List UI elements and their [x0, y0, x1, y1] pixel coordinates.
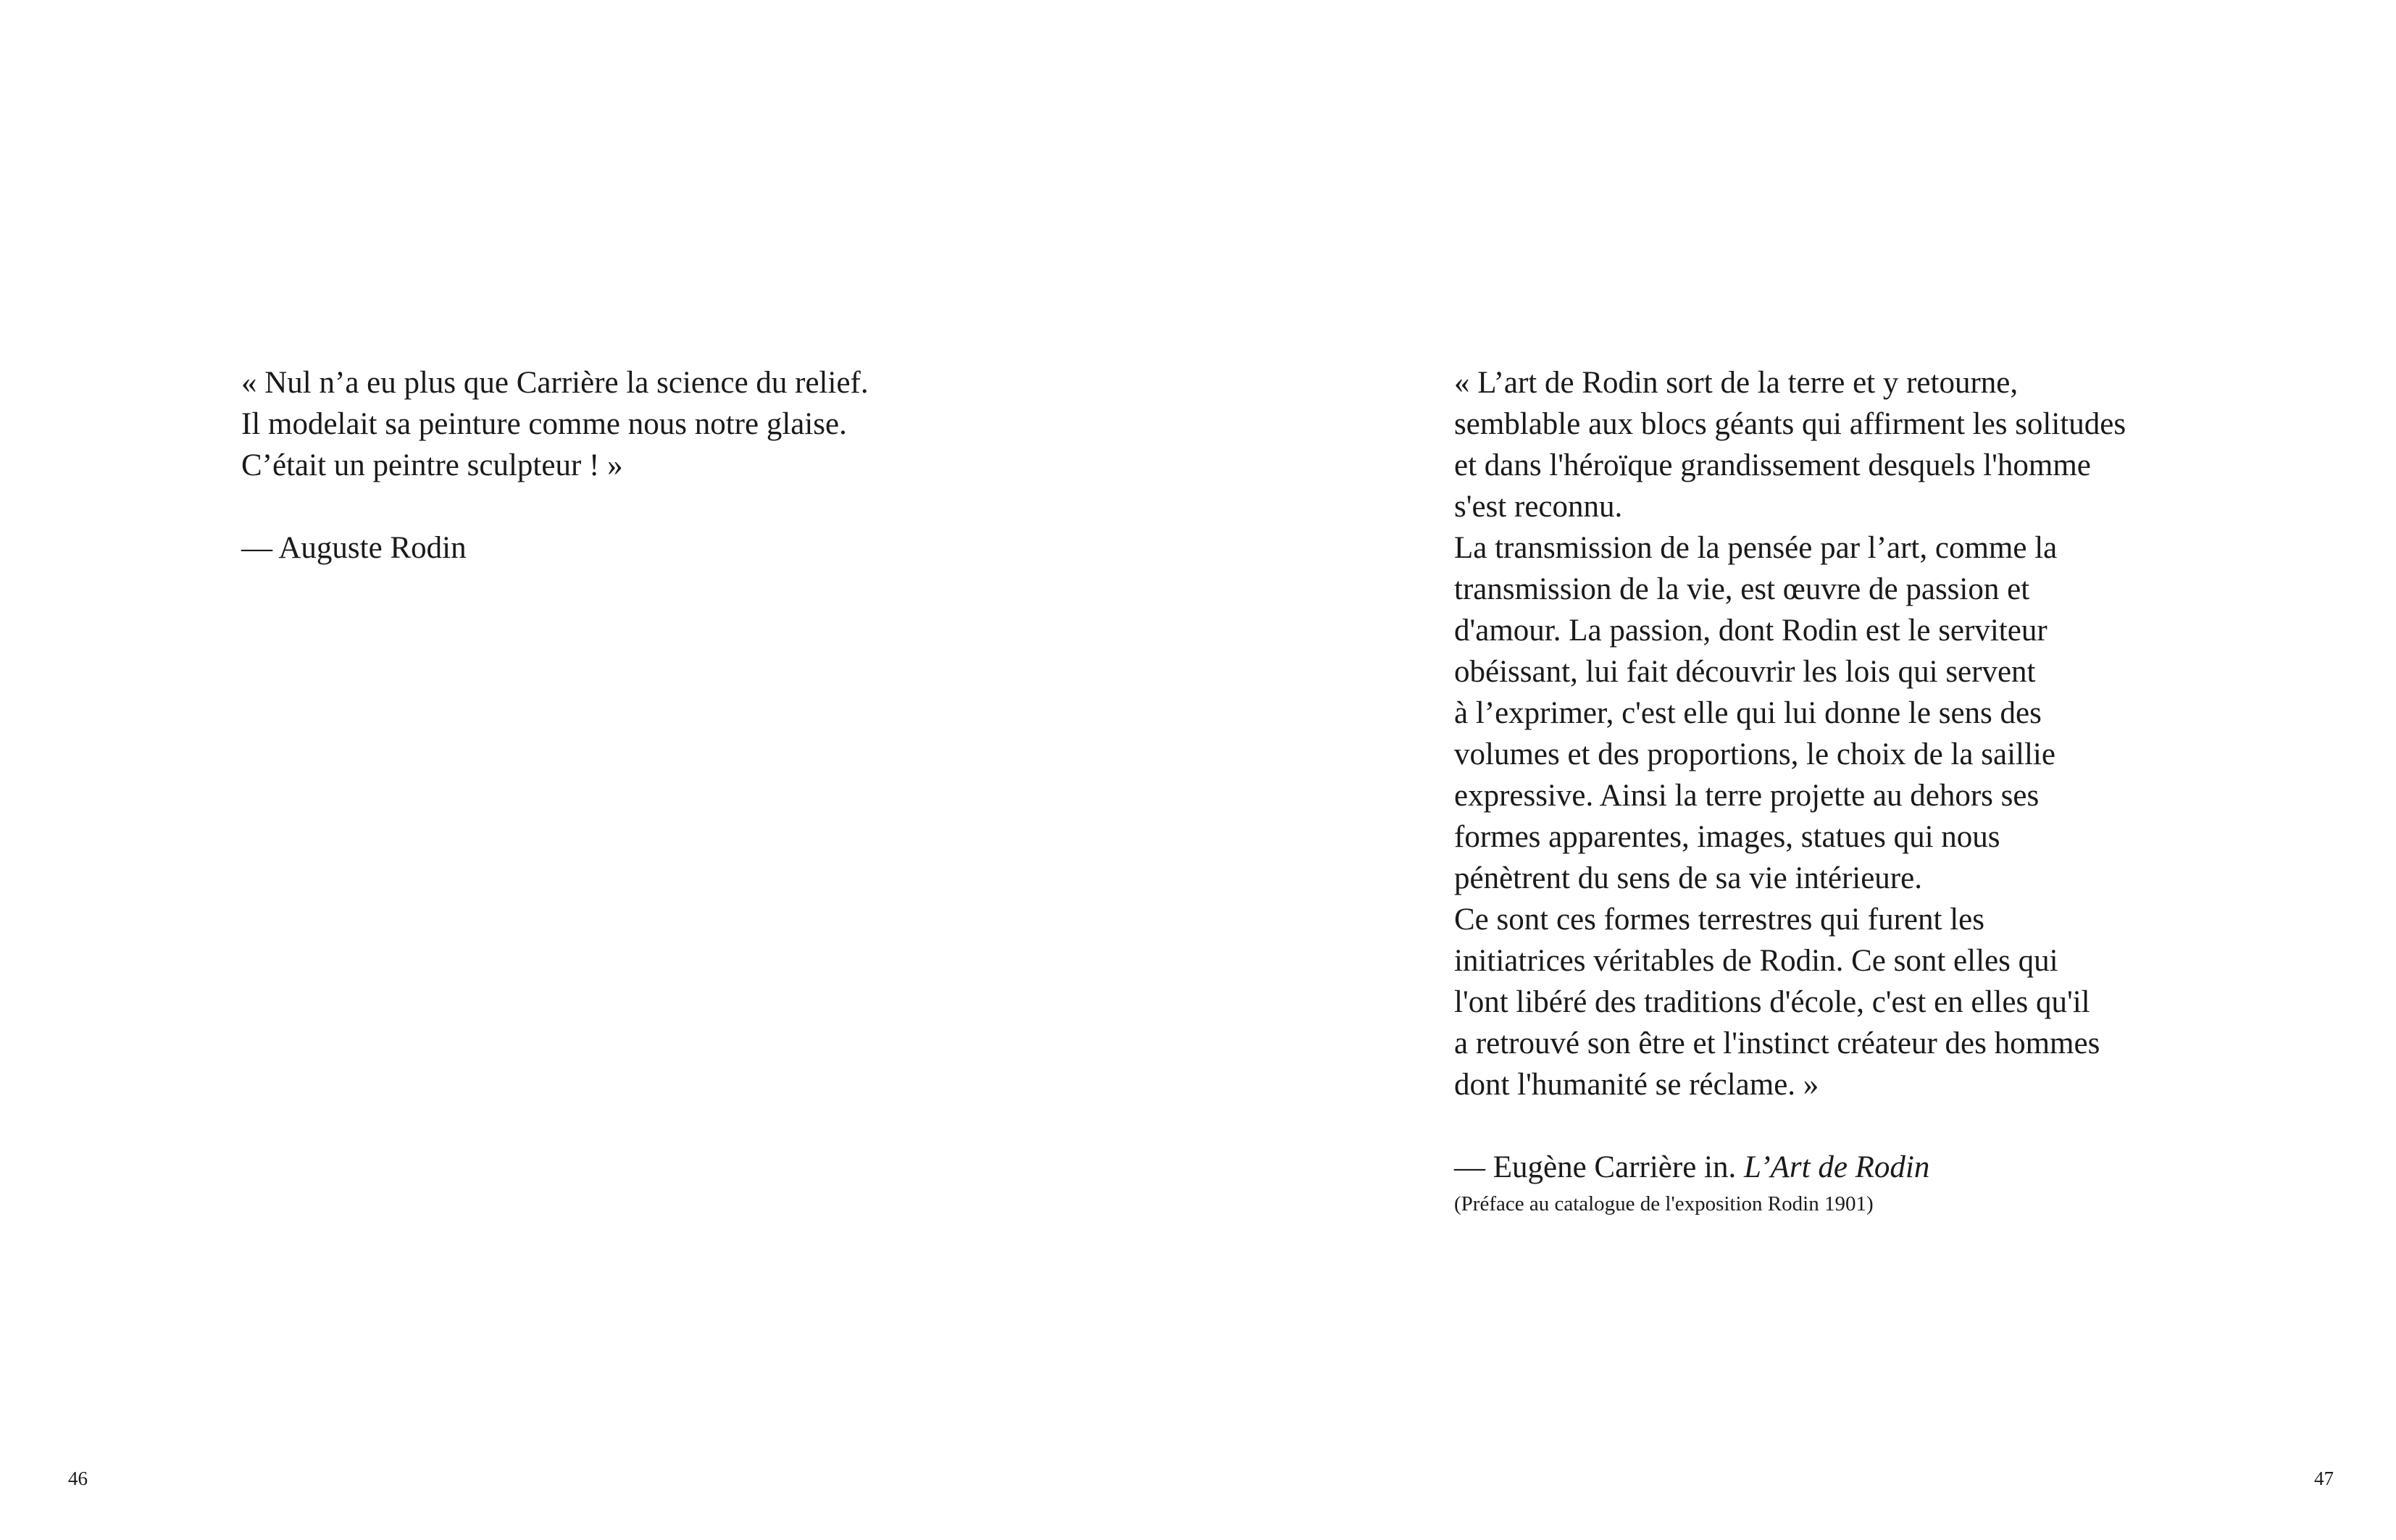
rodin-quote-block — [241, 362, 1111, 569]
quote-line: à l’exprimer, c'est elle qui lui donne le sens des — [1454, 696, 2042, 730]
quote-line: C’était un peintre sculpteur ! » — [241, 448, 623, 482]
attribution-author: — Eugène Carrière in. — [1454, 1150, 1737, 1184]
quote-line: expressive. Ainsi la terre projette au dehors ses — [1454, 779, 2040, 813]
quote-line: pénètrent du sens de sa vie intérieure. — [1454, 861, 1922, 895]
quote-line: obéissant, lui fait découvrir les lois qui servent — [1454, 655, 2036, 689]
right-page — [1198, 0, 2396, 1540]
quote-line: et dans l'héroïque grandissement desquels l'homme — [1454, 448, 2091, 482]
quote-line: formes apparentes, images, statues qui nous — [1454, 820, 2000, 854]
quote-line: dont l'humanité se réclame. » — [1454, 1068, 1819, 1102]
quote-attribution: — Auguste Rodin — [241, 531, 467, 565]
quote-line: a retrouvé son être et l'instinct créateur des hommes — [1454, 1026, 2100, 1060]
page-number-left: 46 — [68, 1468, 88, 1489]
quote-line: « L’art de Rodin sort de la terre et y retourne, — [1454, 366, 2019, 400]
quote-line: initiatrices véritables de Rodin. Ce sont elles qui — [1454, 944, 2058, 978]
quote-line: Ce sont ces formes terrestres qui furent les — [1454, 903, 1984, 937]
quote-line: Il modelait sa peinture comme nous notre glaise. — [241, 407, 847, 441]
quote-line: « Nul n’a eu plus que Carrière la science du relief. — [241, 366, 869, 400]
page-number-right: 47 — [2314, 1468, 2334, 1489]
quote-line: La transmission de la pensée par l’art, comme la — [1454, 531, 2058, 565]
quote-line: semblable aux blocs géants qui affirment les solitudes — [1454, 407, 2126, 441]
paragraph-spacer — [241, 486, 1111, 527]
paragraph-spacer — [1454, 1105, 2324, 1147]
quote-line: l'ont libéré des traditions d'école, c'est en elles qu'il — [1454, 985, 2090, 1019]
carriere-quote-block — [1454, 362, 2324, 1217]
quote-attribution — [1454, 1147, 2324, 1188]
quote-line: s'est reconnu. — [1454, 490, 1623, 524]
source-note: (Préface au catalogue de l'exposition Rodin 1901) — [1454, 1192, 1874, 1215]
quote-line: transmission de la vie, est œuvre de passion et — [1454, 572, 2030, 606]
quote-line: volumes et des proportions, le choix de la saillie — [1454, 737, 2055, 771]
attribution-work-title: L’Art de Rodin — [1743, 1150, 1930, 1184]
quote-line: d'amour. La passion, dont Rodin est le serviteur — [1454, 614, 2048, 648]
